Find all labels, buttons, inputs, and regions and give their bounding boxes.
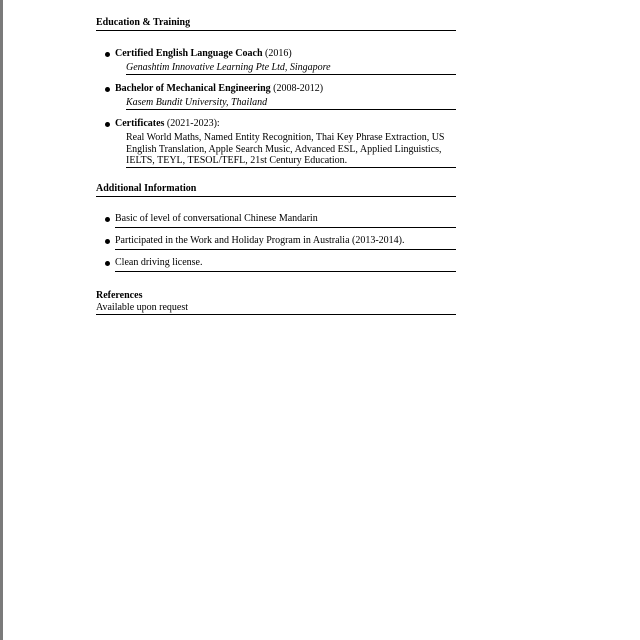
education-item-year: (2016)	[262, 48, 292, 59]
references-section	[96, 290, 456, 315]
bullet-icon	[105, 87, 110, 92]
references-title: References	[96, 290, 143, 301]
bullet-icon	[105, 239, 110, 244]
additional-item-text: Basic of level of conversational Chinese Mandarin	[115, 213, 456, 228]
bullet-icon	[105, 122, 110, 127]
additional-title: Additional Information	[96, 183, 456, 197]
page-left-border	[0, 0, 3, 640]
education-title: Education & Training	[96, 17, 456, 31]
education-item-institution: Genashtim Innovative Learning Pte Ltd, Singapore	[126, 62, 456, 75]
education-item-name: Certified English Language Coach	[115, 48, 263, 59]
additional-section	[96, 183, 456, 272]
bullet-icon	[105, 52, 110, 57]
education-item-year: (2008-2012)	[270, 83, 324, 94]
bullet-icon	[105, 217, 110, 222]
additional-item	[96, 213, 456, 228]
education-item-institution: Kasem Bundit University, Thailand	[126, 97, 456, 110]
additional-item	[96, 235, 456, 250]
education-item-coach	[96, 48, 456, 75]
education-item-year: (2021-2023):	[164, 118, 220, 129]
additional-item	[96, 257, 456, 272]
education-list	[96, 48, 456, 168]
education-item-certificates	[96, 118, 456, 168]
education-item-name: Certificates	[115, 118, 165, 129]
certificates-list-text: Real World Maths, Named Entity Recognition, Thai Key Phrase Extraction, US English Translation, Apple Search Music, Advanced ESL, Applied Linguistics, IELTS, TEYL, TESOL/TEFL, 21st Century Education.	[126, 132, 456, 168]
education-section	[96, 17, 456, 168]
additional-list	[96, 213, 456, 272]
references-text: Available upon request	[96, 302, 456, 315]
additional-item-text: Clean driving license.	[115, 257, 456, 272]
education-item-name: Bachelor of Mechanical Engineering	[115, 83, 271, 94]
education-item-bachelor	[96, 83, 456, 110]
additional-item-text: Participated in the Work and Holiday Program in Australia (2013-2014).	[115, 235, 456, 250]
bullet-icon	[105, 261, 110, 266]
